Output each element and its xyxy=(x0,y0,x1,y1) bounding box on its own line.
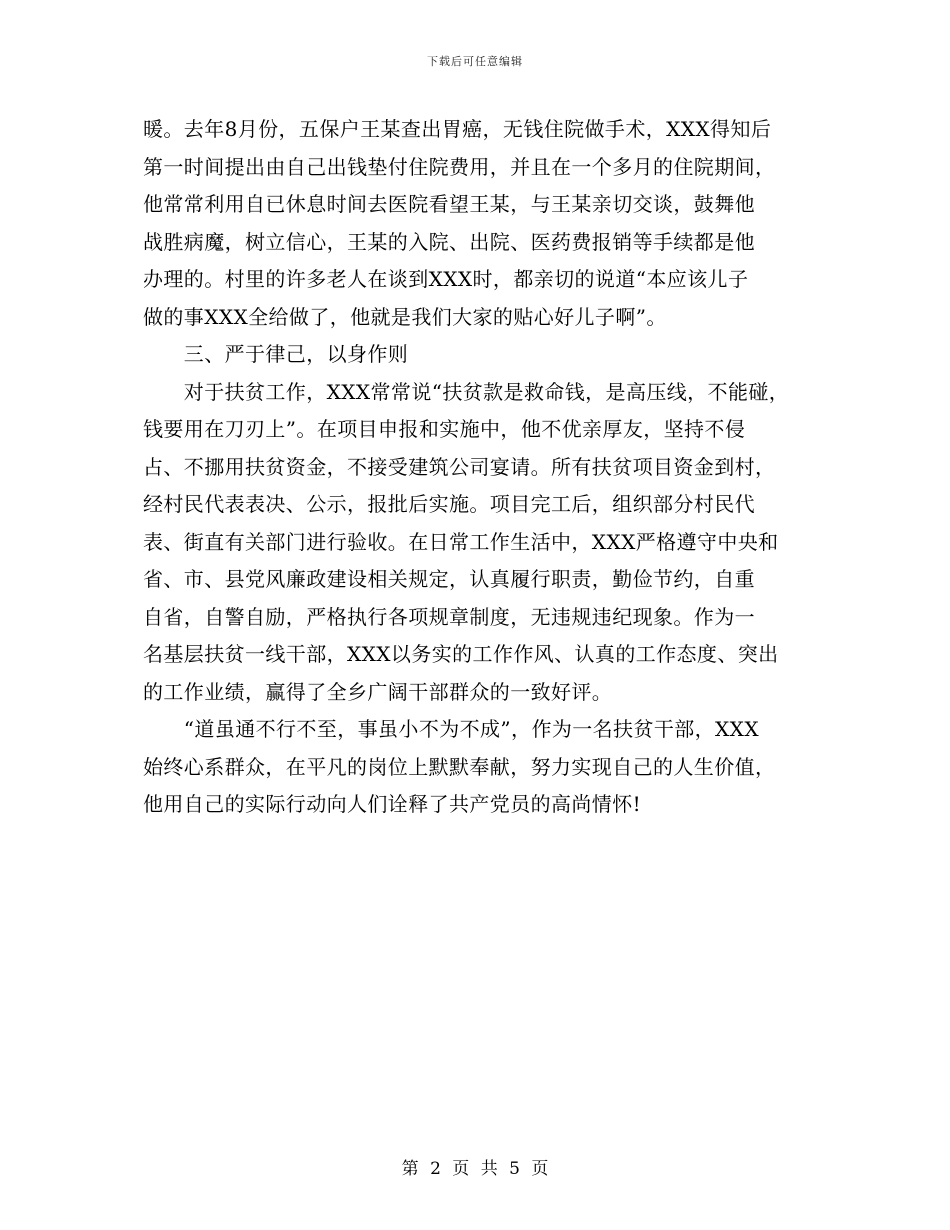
text-line: 名基层扶贫一线干部，XXX以务实的工作作风、认真的工作态度、突出 xyxy=(143,642,779,666)
text-line: 的工作业绩，赢得了全乡广阔干部群众的一致好评。 xyxy=(143,679,613,704)
text-line: 办理的。村里的许多老人在谈到XXX时，都亲切的说道“本应该儿子 xyxy=(143,267,749,291)
text-line: 经村民代表表决、公示，报批后实施。项目完工后，组织部分村民代 xyxy=(143,492,755,516)
text-line: 第一时间提出由自己出钱垫付住院费用，并且在一个多月的住院期间， xyxy=(143,154,776,179)
text-line: 省、市、县党风廉政建设相关规定，认真履行职责，勤俭节约，自重 xyxy=(143,567,755,591)
text-line: 战胜病魔，树立信心，王某的入院、出院、医药费报销等手续都是他 xyxy=(143,229,755,254)
page-header: 下载后可任意编辑 xyxy=(427,55,523,68)
text-line: 做的事XXX全给做了，他就是我们大家的贴心好儿子啊”。 xyxy=(143,304,667,329)
text-line: 占、不挪用扶贫资金，不接受建筑公司宴请。所有扶贫项目资金到村， xyxy=(143,454,776,479)
page-number-footer: 第 2 页 共 5 页 xyxy=(401,1159,549,1179)
text-line: “道虽通不行不至，事虽小不为不成”，作为一名扶贫干部，XXX xyxy=(143,717,759,741)
section-heading: 三、严于律己，以身作则 xyxy=(143,342,409,366)
text-line: 钱要用在刀刃上”。在项目申报和实施中，他不优亲厚友，坚持不侵 xyxy=(143,417,746,441)
text-line: 自省，自警自励，严格执行各项规章制度，无违规违纪现象。作为一 xyxy=(143,604,755,629)
text-line: 始终心系群众，在平凡的岗位上默默奉献，努力实现自己的人生价值， xyxy=(143,754,776,779)
text-line: 他用自己的实际行动向人们诠释了共产党员的高尚情怀! xyxy=(143,792,642,816)
text-line: 对于扶贫工作，XXX常常说“扶贫款是救命钱，是高压线，不能碰， xyxy=(143,379,790,404)
document-body xyxy=(143,111,823,824)
text-line: 他常常利用自已休息时间去医院看望王某，与王某亲切交谈，鼓舞他 xyxy=(143,192,755,216)
text-line: 暖。去年8月份，五保户王某查出胃癌，无钱住院做手术，XXX得知后 xyxy=(143,117,772,141)
text-line: 表、街直有关部门进行验收。在日常工作生活中，XXX严格遵守中央和 xyxy=(143,529,779,554)
